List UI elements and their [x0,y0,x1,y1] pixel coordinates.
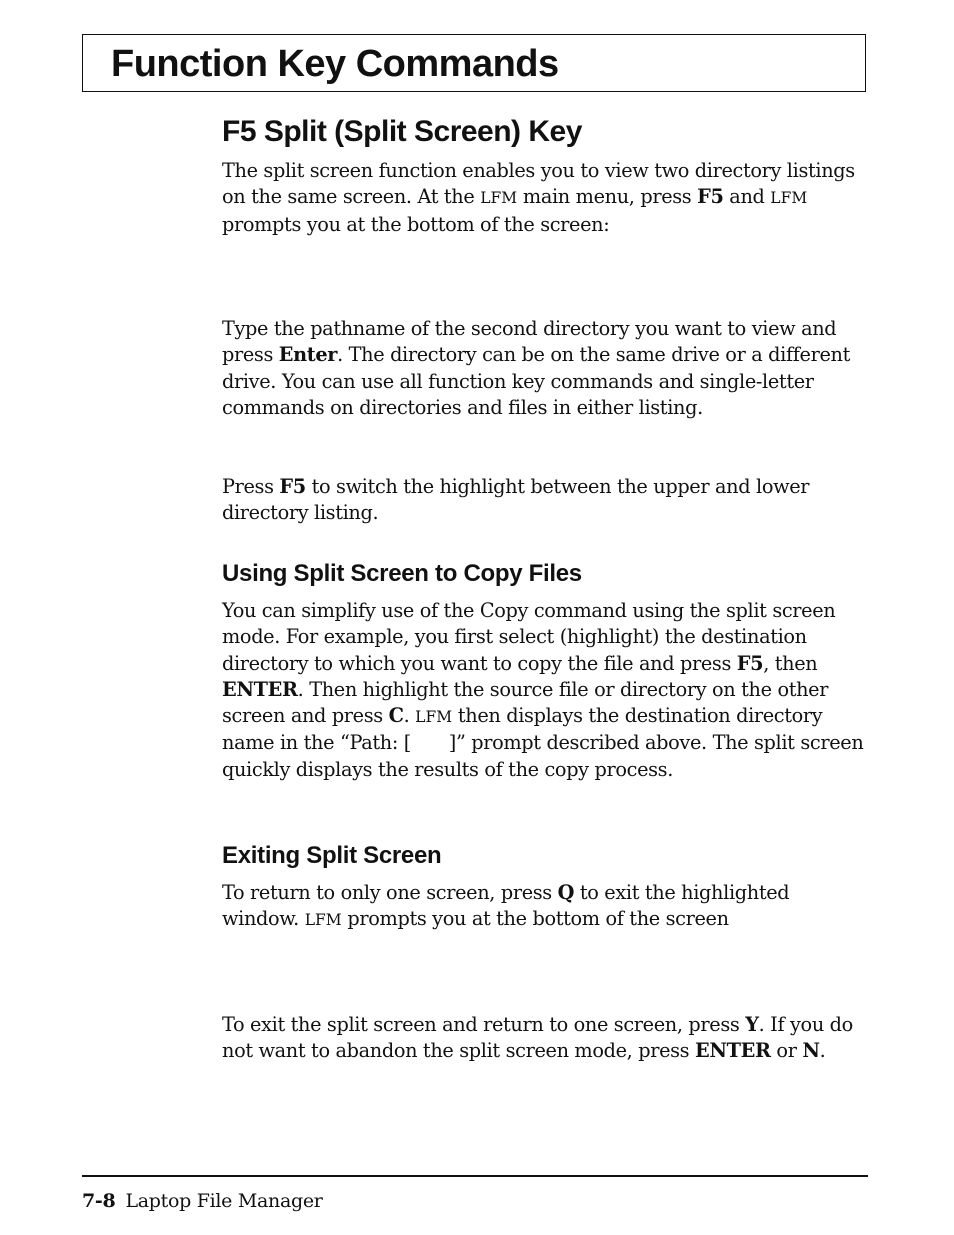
text-run: then displays the destination directory name in the “Path: [ ]” prompt described above. The split screen quickly displays the results of the copy process. [222,704,864,781]
text-run: or [770,1039,803,1063]
key-emphasis: Q [557,881,575,904]
footer-divider [82,1175,868,1177]
section-paragraph-2 [222,316,864,421]
text-run: prompts you at the bottom of the screen: [222,212,610,236]
key-emphasis: ENTER [222,677,298,701]
text-run: and [723,185,771,209]
text-run: . [819,1039,826,1063]
text-run: . [403,704,416,728]
subsection-exit-paragraph-1 [222,880,864,934]
book-title: Laptop File Manager [125,1190,323,1212]
key-emphasis: N [802,1039,820,1063]
product-abbrev: LFM [770,189,808,208]
key-emphasis: C [388,704,404,728]
section-title: F5 Split (Split Screen) Key [222,115,582,148]
text-run: Press [222,475,280,498]
chapter-title: Function Key Commands [111,43,559,85]
key-emphasis: F5 [279,475,306,498]
text-run: to switch the highlight between the upper and lower directory listing. [222,475,810,525]
text-run: To exit the split screen and return to one screen, press [222,1013,746,1036]
key-emphasis: F5 [736,651,764,675]
key-emphasis: F5 [697,185,724,209]
text-run: . The directory can be on the same drive or a different drive. You can use all function key commands and single-letter commands on directories and files in either listing. [222,343,850,419]
product-abbrev: LFM [304,911,342,930]
text-run: . If you do not want to abandon the split screen mode, press [222,1013,853,1063]
page-footer [82,1188,323,1214]
key-emphasis: Enter [278,343,338,367]
subsection-exit-paragraph-2 [222,1012,864,1065]
product-abbrev: LFM [415,708,453,727]
page-number: 7-8 [82,1190,116,1212]
text-run: To return to only one screen, press [222,881,558,904]
subsection-copy-title: Using Split Screen to Copy Files [222,560,582,587]
text-run: You can simplify use of the Copy command using the split screen mode. For example, you first select (highlight) the destination directory to which you want to copy the file and press [222,599,836,675]
text-run: prompts you at the bottom of the screen [341,907,729,931]
text-run: , then [763,651,818,675]
section-paragraph-3 [222,474,864,527]
text-run: Type the pathname of the second directory you want to view and press [222,317,837,367]
subsection-exit-title: Exiting Split Screen [222,842,442,869]
subsection-copy-paragraph [222,598,864,783]
text-run: The split screen function enables you to view two directory listings on the same screen. At the [222,159,855,209]
text-run: . Then highlight the source file or directory on the other screen and press [222,677,829,728]
text-run: to exit the highlighted window. [222,881,790,931]
section-paragraph-1 [222,158,864,238]
chapter-header [82,34,866,92]
product-abbrev: LFM [480,189,518,208]
key-emphasis: ENTER [695,1039,771,1063]
key-emphasis: Y [745,1013,759,1036]
text-run: main menu, press [517,185,698,209]
